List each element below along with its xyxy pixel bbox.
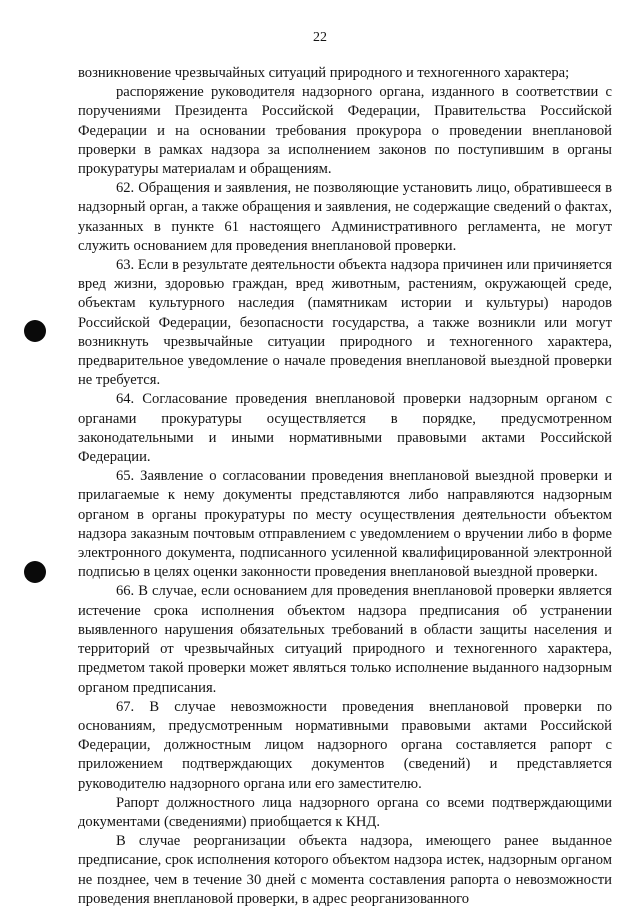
paragraph-report: Рапорт должностного лица надзорного органа со всеми подтверждающими документами (сведениями) приобщается к КНД. [78,794,612,830]
paragraph-66: 66. В случае, если основанием для проведения внеплановой проверки является истечение срока исполнения объектом надзора предписания об устранении выявленного нарушения обязательных требований в области защиты населения и территорий от чрезвычайных ситуаций природного и техногенного характера, предметом такой проверки может являться только исполнение выданного надзорным органом предписания. [78,583,612,696]
binder-hole [24,561,46,583]
paragraph-reorganization: В случае реорганизации объекта надзора, имеющего ранее выданное предписание, срок исполнения которого объектом надзора истек, надзорным органом не позднее, чем в течение 30 дней с момента составления рапорта о невозможности проведения внеплановой проверки, в адрес реорганизованного [78,833,612,907]
paragraph-63: 63. Если в результате деятельности объекта надзора причинен или причиняется вред жизни, здоровью граждан, вред животным, растениям, окружающей среде, объектам культурного наследия (памятникам истории и культуры) народов Российской Федерации, безопасности государства, а также возникли или могут возникнуть чрезвычайные ситуации природного и техногенного характера, предварительное уведомление о начале проведения внеплановой выездной проверки не требуется. [78,257,612,389]
paragraph-continuation: возникновение чрезвычайных ситуаций природного и техногенного характера; [78,65,570,81]
paragraph-67: 67. В случае невозможности проведения внеплановой проверки по основаниям, предусмотренным нормативными правовыми актами Российской Федерации, должностным лицом надзорного органа составляется рапорт с приложением подтверждающих документов (сведений) и представляется руководителю надзорного органа или его заместителю. [78,698,612,792]
paragraph-64: 64. Согласование проведения внеплановой проверки надзорным органом с органами прокуратуры осуществляется в порядке, предусмотренном законодательными и иными нормативными правовыми актами Российской Федерации. [78,391,612,466]
paragraph-62: 62. Обращения и заявления, не позволяющие установить лицо, обратившееся в надзорный орган, а также обращения и заявления, не содержащие сведений о фактах, указанных в пункте 61 настоящего Административного регламента, не могут служить основанием для проведения внеплановой проверки. [78,180,612,254]
paragraph-order-basis: распоряжение руководителя надзорного органа, изданного в соответствии с поручениями Президента Российской Федерации, Правительства Российской Федерации и на основании требования прокурора о проведении внеплановой проверки в рамках надзора за исполнением законов по поступившим в органы прокуратуры материалам и обращениям. [78,84,612,178]
paragraph-65: 65. Заявление о согласовании проведения внеплановой выездной проверки и прилагаемые к нему документы представляются либо направляются надзорным органом в органы прокуратуры по месту осуществления деятельности объектом надзора заказным почтовым отправлением с уведомлением о вручении либо в форме электронного документа, подписанного усиленной квалифицированной электронной подписью в целях оценки законности проведения внеплановой выездной проверки. [78,468,612,581]
document-body [78,64,612,909]
binder-hole [24,320,46,342]
page-number: 22 [313,30,327,45]
